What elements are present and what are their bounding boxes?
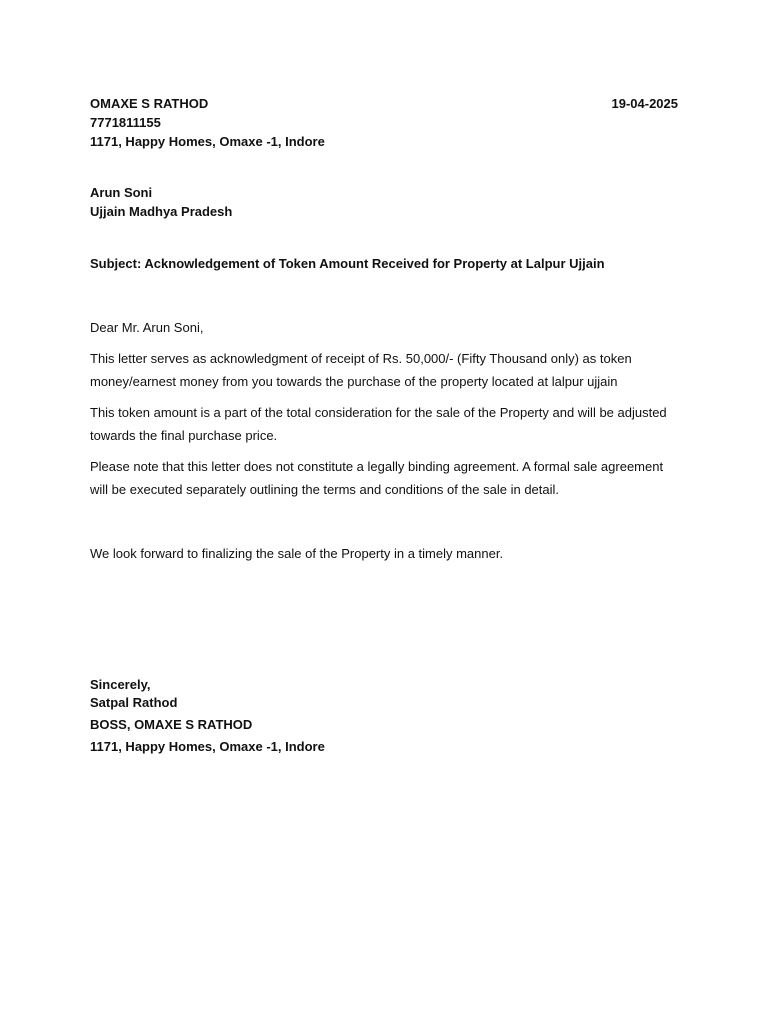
letter-date: 19-04-2025 [611,96,678,111]
recipient-name: Arun Soni [90,185,153,200]
body-paragraph-3: Please note that this letter does not constitute a legally binding agreement. A formal sale agreement will be executed separately outlining the terms and conditions of the sale in detail. [90,459,664,497]
signer-title: BOSS, OMAXE S RATHOD [90,717,253,732]
body-paragraph-1: This letter serves as acknowledgment of receipt of Rs. 50,000/- (Fifty Thousand only) as token money/earnest money from you towards the purchase of the property located at lalpur ujjain [90,351,632,389]
signer-name: Satpal Rathod [90,695,178,710]
body-paragraph-4: We look forward to finalizing the sale of the Property in a timely manner. [90,546,504,561]
sender-phone: 7771811155 [90,115,161,130]
signer-address: 1171, Happy Homes, Omaxe -1, Indore [90,739,325,754]
sender-address: 1171, Happy Homes, Omaxe -1, Indore [90,134,325,149]
sender-name: OMAXE S RATHOD [90,96,209,111]
body-paragraph-2: This token amount is a part of the total consideration for the sale of the Property and will be adjusted towards the final purchase price. [90,405,667,443]
letter-subject: Subject: Acknowledgement of Token Amount Received for Property at Lalpur Ujjain [90,256,605,271]
valediction: Sincerely, [90,677,151,692]
recipient-location: Ujjain Madhya Pradesh [90,204,233,219]
salutation: Dear Mr. Arun Soni, [90,320,204,335]
